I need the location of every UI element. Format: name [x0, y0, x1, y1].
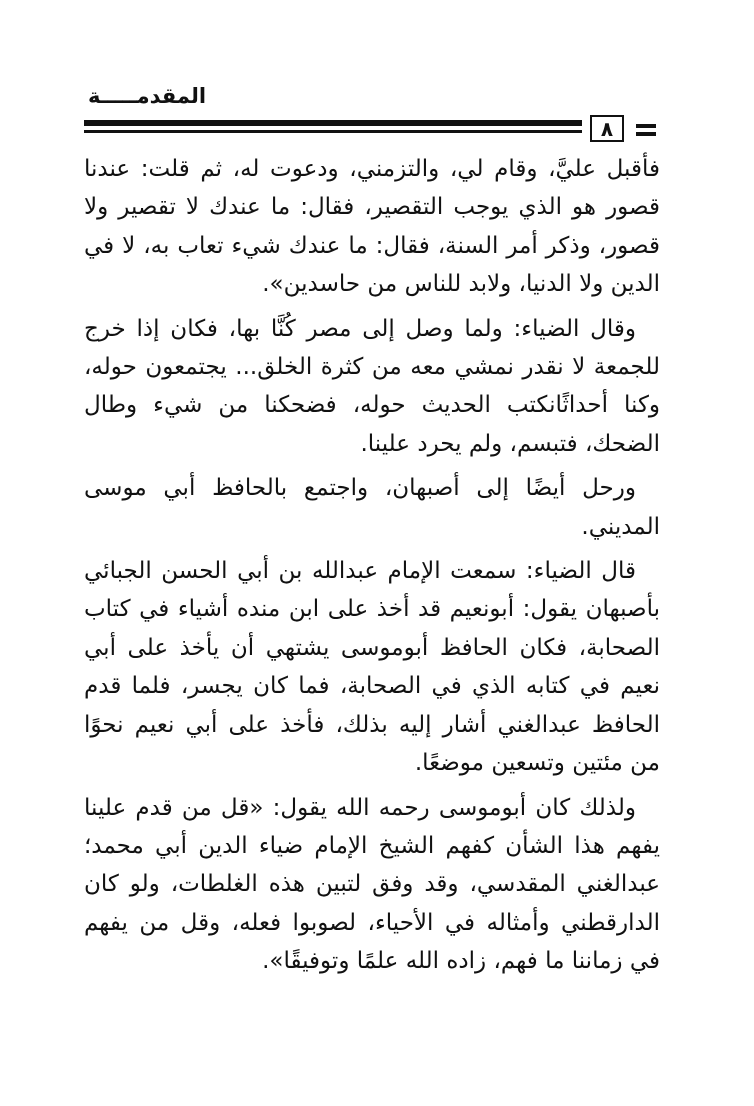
paragraph: قال الضياء: سمعت الإمام عبدالله بن أبي الحسن الجبائي بأصبهان يقول: أبونعيم قد أخذ على ابن منده أشياء في كتاب الصحابة، فكان الحافظ أبوموسى يشتهي أن يأخذ على أبي نعيم في كتابه الذي في الصحابة، فما كان يجسر، فلما قدم الحافظ عبدالغني أشار إليه بذلك، فأخذ على أبي نعيم نحوًا من مئتين وتسعين موضعًا. [84, 558, 660, 777]
page-number: ٨ [590, 115, 624, 142]
paragraph: ورحل أيضًا إلى أصبهان، واجتمع بالحافظ أبي موسى المديني. [84, 475, 660, 540]
ornament-dash [636, 124, 656, 128]
paragraph: فأقبل عليَّ، وقام لي، والتزمني، ودعوت له، ثم قلت: عندنا قصور هو الذي يوجب التقصير، فقال: ما عندك لا تقصير ولا قصور، وذكر أمر السنة، فقال: ما عندك شيء تعاب به، لا في الدين ولا الدنيا، ولابد للناس من حاسدين». [84, 156, 660, 298]
body-text [84, 150, 660, 981]
header-rule-thin [84, 130, 582, 133]
header-rule [84, 120, 582, 136]
running-title: المقدمـــــة [88, 84, 207, 108]
header-rule-thick [84, 120, 582, 126]
ornament-dash [636, 132, 656, 136]
paragraph: وقال الضياء: ولما وصل إلى مصر كُنَّا بها، فكان إذا خرج للجمعة لا نقدر نمشي معه من كثرة الخلق... يجتمعون حوله، وكنا أحداثًانكتب الحديث حوله، فضحكنا من شيء وطال الضحك، فتبسم، ولم يحرد علينا. [84, 315, 660, 457]
paragraph: ولذلك كان أبوموسى رحمه الله يقول: «قل من قدم علينا يفهم هذا الشأن كفهم الشيخ الإمام ضياء الدين أبي محمد؛ عبدالغني المقدسي، وقد وفق لتبين هذه الغلطات، ولو كان الدارقطني وأمثاله في الأحياء، لصوبوا فعله، وقل من يفهم في زماننا ما فهم، زاده الله علمًا وتوفيقًا». [84, 794, 660, 975]
